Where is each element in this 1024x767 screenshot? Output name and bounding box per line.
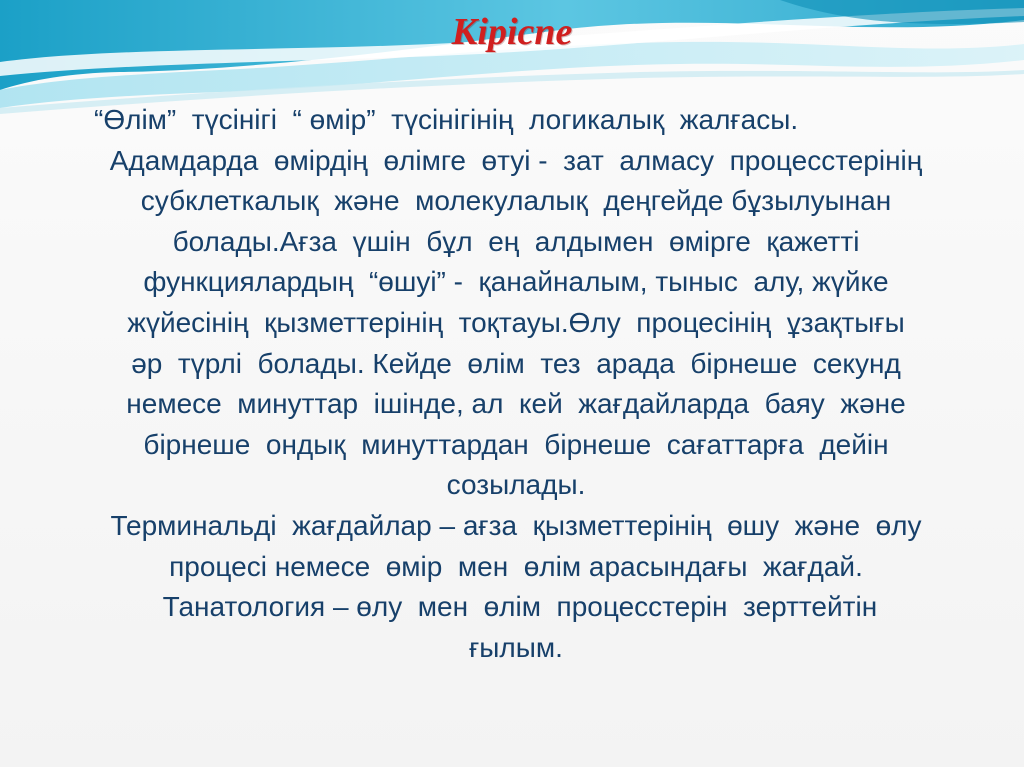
slide-title: Кіріспе (451, 11, 573, 53)
text-line: ғылым. (469, 631, 563, 663)
text-line: жүйесінің қызметтерінің тоқтауы.Өлу процесінің ұзақтығы (127, 306, 905, 338)
text-line: әр түрлі болады. Кейде өлім тез арада бірнеше секунд (131, 347, 901, 379)
text-line: “Өлім” түсінігі “ өмір” түсінігінің логикалық жалғасы. (94, 104, 799, 135)
text-line: немесе минуттар ішінде, ал кей жағдайларда баяу және (126, 388, 906, 420)
paragraph-intro (48, 100, 984, 506)
paragraph-terminal-states (48, 506, 984, 587)
text-line: функциялардың “өшуі” - қанайналым, тыныс алу, жүйке (143, 266, 889, 298)
text-line: процесі немесе өмір мен өлім арасындағы жағдай. (169, 550, 863, 582)
text-line: Терминальді жағдайлар – ағза қызметтерінің өшу және өлу (110, 509, 922, 541)
text-line: Адамдарда өмірдің өлімге өтуі - зат алмасу процесстерінің (109, 144, 923, 176)
text-line: созылады. (446, 469, 586, 501)
paragraph-thanatology (48, 587, 984, 668)
text-line: бірнеше ондық минуттардан бірнеше сағаттарға дейін (143, 428, 889, 460)
body-text (48, 100, 984, 668)
text-line: субклеткалық және молекулалық деңгейде бұзылуынан (140, 185, 892, 217)
text-line: болады.Ағза үшін бұл ең алдымен өмірге қажетті (172, 225, 860, 257)
text-line: Танатология – өлу мен өлім процесстерін зерттейтін (154, 591, 878, 623)
